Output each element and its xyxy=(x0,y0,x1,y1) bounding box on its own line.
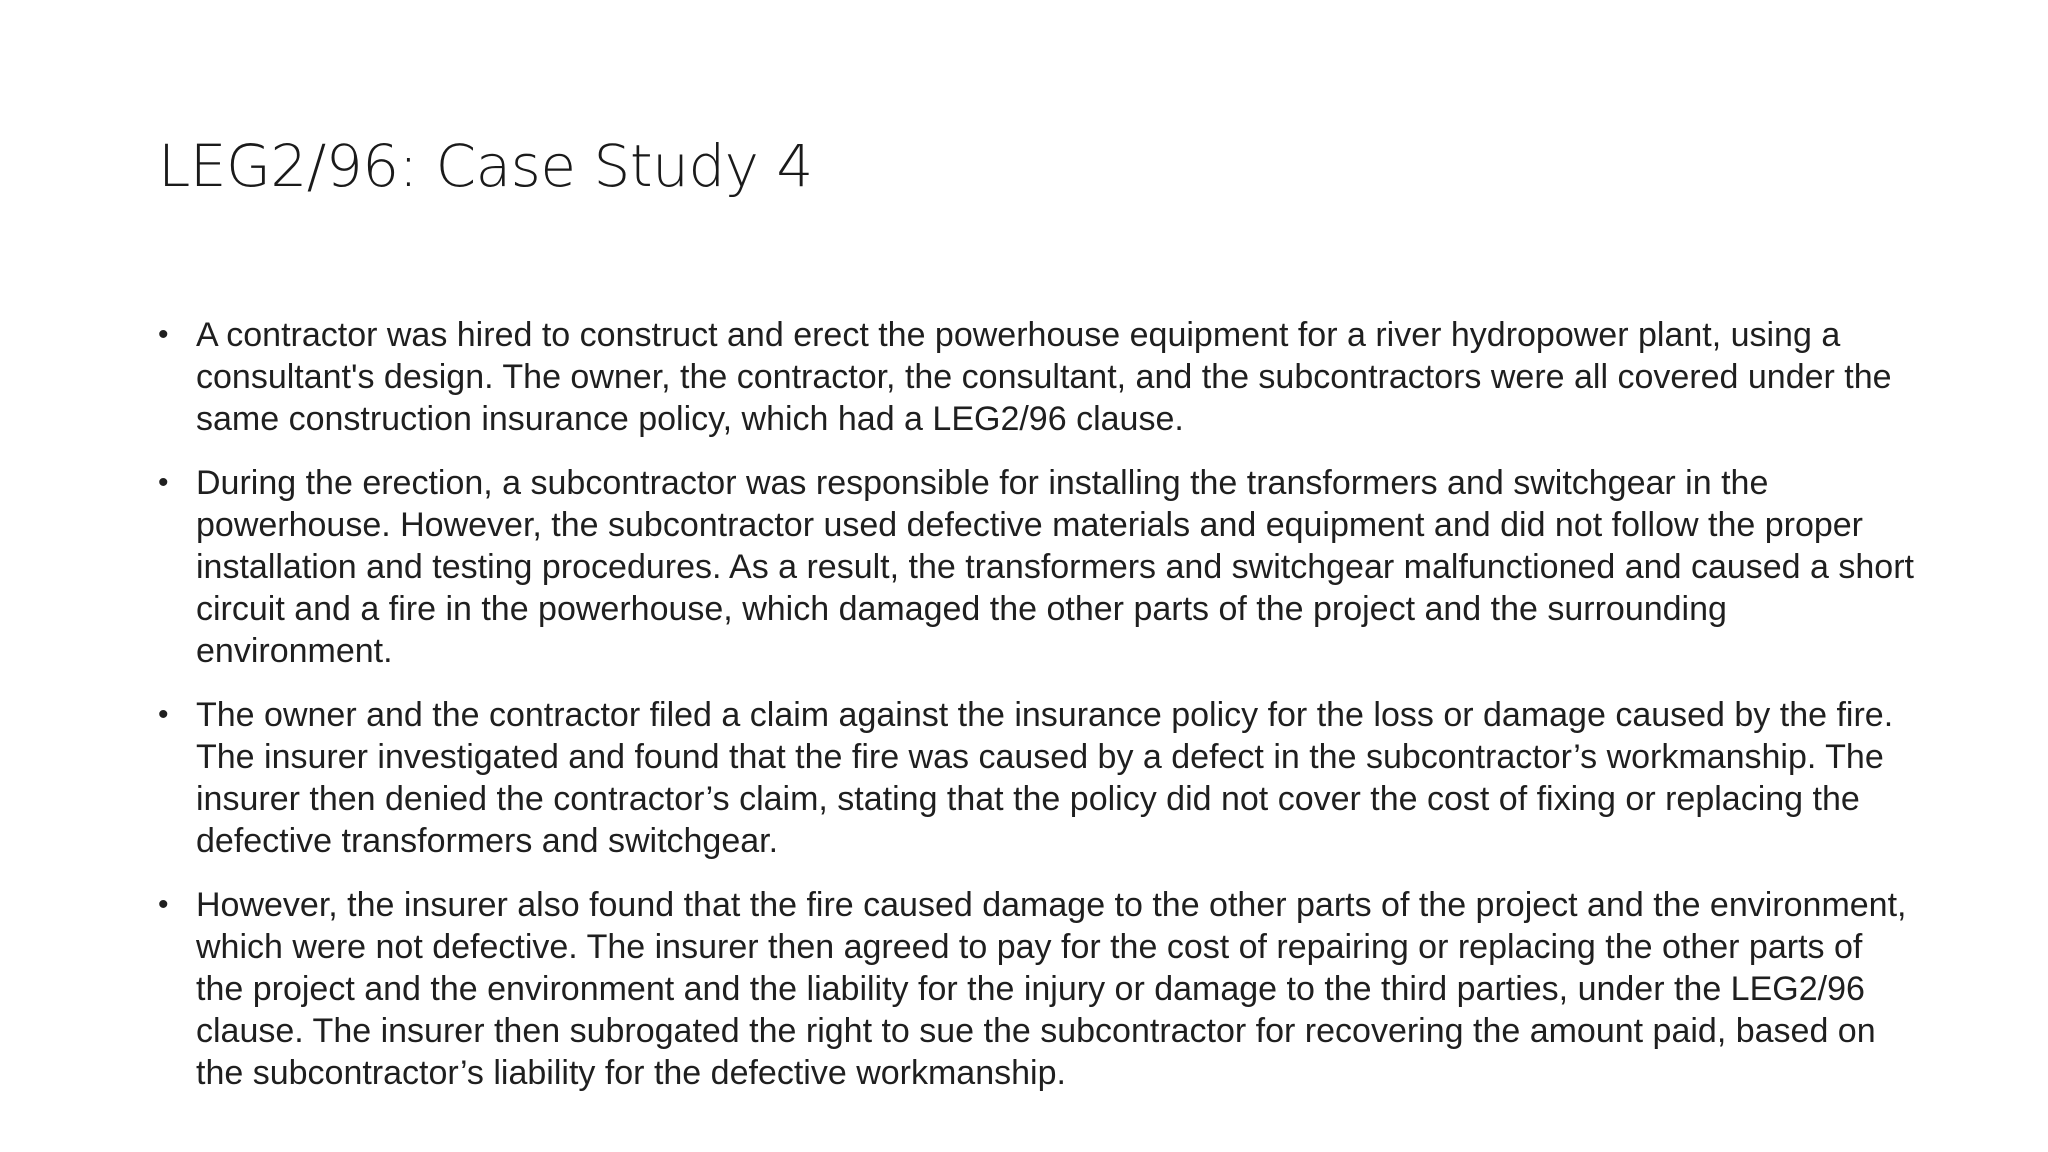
bullet-dot-icon: • xyxy=(158,318,169,351)
bullet-dot-icon: • xyxy=(158,698,169,731)
bullet-text: The owner and the contractor filed a claim against the insurance policy for the loss or damage caused by the fire. The insurer investigated and found that the fire was caused by a defect in the subcontractor’s workmanship. The insurer then denied the contractor’s claim, stating that the policy did not cover the cost of fixing or replacing the defective transformers and switchgear. xyxy=(196,696,1894,860)
slide-title: LEG2/96: Case Study 4 xyxy=(158,132,813,200)
bullet-text: A contractor was hired to construct and erect the powerhouse equipment for a river hydropower plant, using a consultant's design. The owner, the contractor, the consultant, and the subcontractors were all covered under the same construction insurance policy, which had a LEG2/96 clause. xyxy=(196,316,1892,438)
bullet-list xyxy=(158,314,1918,1116)
bullet-dot-icon: • xyxy=(158,888,169,921)
bullet-item xyxy=(158,694,1918,862)
bullet-text: During the erection, a subcontractor was responsible for installing the transformers and switchgear in the powerhouse. However, the subcontractor used defective materials and equipment and did not follow the proper installation and testing procedures. As a result, the transformers and switchgear malfunctioned and caused a short circuit and a fire in the powerhouse, which damaged the other parts of the project and the surrounding environment. xyxy=(196,464,1914,670)
bullet-dot-icon: • xyxy=(158,466,169,499)
bullet-item xyxy=(158,314,1918,440)
bullet-item xyxy=(158,884,1918,1094)
bullet-text: However, the insurer also found that the fire caused damage to the other parts of the project and the environment, which were not defective. The insurer then agreed to pay for the cost of repairing or replacing the other parts of the project and the environment and the liability for the injury or damage to the third parties, under the LEG2/96 clause. The insurer then subrogated the right to sue the subcontractor for recovering the amount paid, based on the subcontractor’s liability for the defective workmanship. xyxy=(196,886,1907,1092)
bullet-item xyxy=(158,462,1918,672)
